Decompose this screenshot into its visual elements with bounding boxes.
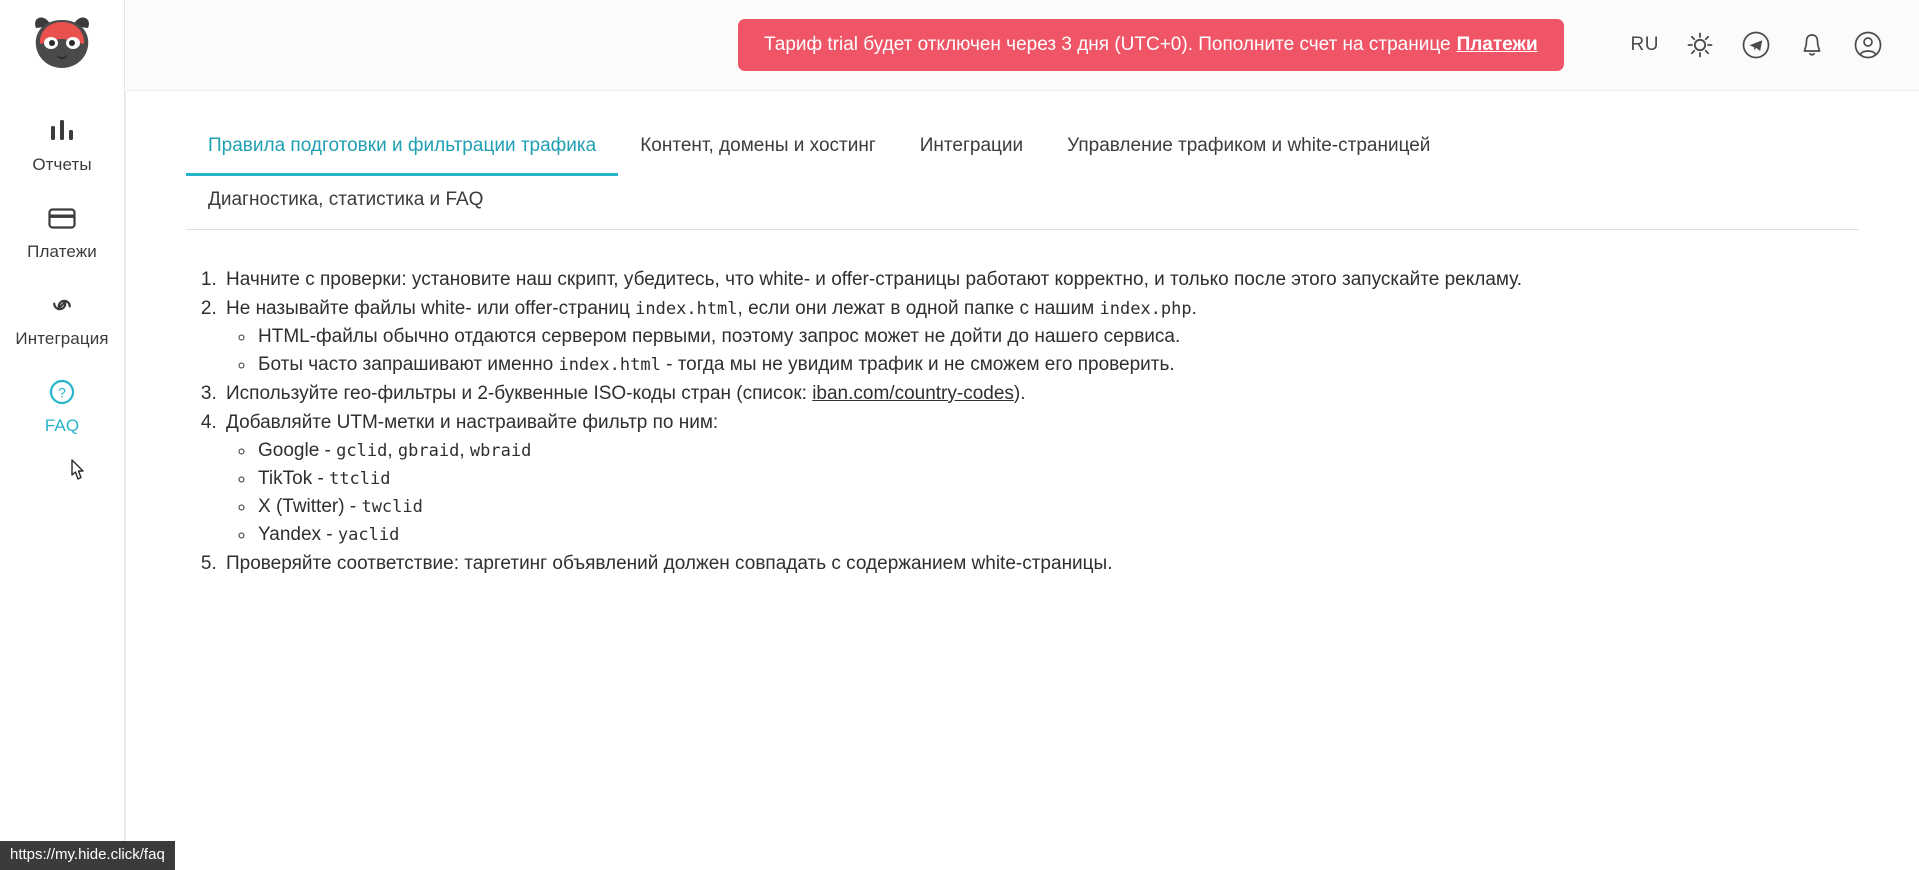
tab-diagnostics-stats-faq[interactable]: Диагностика, статистика и FAQ	[208, 189, 484, 210]
list-item	[256, 521, 1859, 549]
sub-list	[226, 323, 1859, 379]
step-text: Добавляйте UTM-метки и настраивайте фильтр по ним:	[226, 412, 719, 433]
trial-alert-banner	[738, 19, 1564, 71]
link-icon	[45, 288, 79, 322]
status-bar-url: https://my.hide.click/faq	[0, 841, 175, 870]
sidebar-item-label: FAQ	[44, 416, 80, 435]
code-yaclid: yaclid	[337, 525, 400, 545]
tabs-container	[126, 91, 1919, 230]
content-card	[125, 90, 1919, 870]
step-text: Не называйте файлы white- или offer-страниц	[226, 298, 636, 319]
tab-content-domains-hosting[interactable]: Контент, домены и хостинг	[640, 135, 876, 156]
sub-text: - тогда мы не увидим трафик и не сможем его проверить.	[660, 354, 1175, 375]
sub-text: HTML-файлы обычно отдаются сервером первыми, поэтому запрос может не дойти до нашего сервиса.	[258, 326, 1181, 347]
list-item	[222, 295, 1859, 379]
list-item	[256, 493, 1859, 521]
code-index-php: index.php	[1099, 299, 1192, 319]
trial-alert-payments-link[interactable]: Платежи	[1456, 34, 1538, 55]
sidebar-item-label: Платежи	[27, 242, 97, 261]
theme-sun-icon[interactable]	[1685, 30, 1715, 60]
sub-text: X (Twitter) -	[258, 496, 362, 517]
tab-rules[interactable]: Правила подготовки и фильтрации трафика	[186, 121, 618, 176]
sidebar	[0, 0, 125, 870]
question-circle-icon	[45, 375, 79, 409]
code-gclid: gclid	[336, 441, 388, 461]
sub-text: Yandex -	[258, 524, 338, 545]
raccoon-logo[interactable]	[26, 12, 98, 74]
list-item	[256, 465, 1859, 493]
list-item	[222, 550, 1859, 578]
sidebar-item-label: Интеграция	[15, 329, 109, 348]
language-switcher[interactable]: RU	[1630, 34, 1659, 55]
sub-text: ,	[387, 440, 398, 461]
bar-chart-icon	[45, 114, 79, 148]
sidebar-item-reports[interactable]	[0, 100, 124, 187]
faq-step-list	[196, 266, 1859, 578]
telegram-icon[interactable]	[1741, 30, 1771, 60]
code-index-html: index.html	[635, 299, 738, 319]
tab-bar-second-row	[186, 175, 1859, 229]
tab-integrations[interactable]: Интеграции	[919, 135, 1024, 156]
sub-text: ,	[459, 440, 470, 461]
code-twclid: twclid	[361, 497, 423, 517]
step-text: Проверяйте соответствие: таргетинг объявлений должен совпадать с содержанием white-страницы.	[226, 553, 1113, 574]
main-area	[125, 0, 1919, 870]
card-icon	[45, 201, 79, 235]
tab-bar	[186, 121, 1859, 230]
code-ttclid: ttclid	[329, 469, 391, 489]
sidebar-item-integration[interactable]	[0, 274, 124, 361]
step-text: Начните с проверки: установите наш скрипт, убедитесь, что white- и offer-страницы работают корректно, и только после этого запускайте рекламу.	[226, 269, 1523, 290]
top-bar	[125, 0, 1919, 90]
tab-traffic-management[interactable]: Управление трафиком и white-страницей	[1067, 135, 1431, 156]
sub-text: Боты часто запрашивают именно	[258, 354, 559, 375]
svg-text:?: ?	[58, 384, 66, 401]
step-text: , если они лежат в одной папке с нашим	[737, 298, 1100, 319]
sub-text: TikTok -	[258, 468, 330, 489]
account-avatar-icon[interactable]	[1853, 30, 1883, 60]
sub-list	[226, 437, 1859, 549]
code-gbraid: gbraid	[397, 441, 460, 461]
notifications-bell-icon[interactable]	[1797, 30, 1827, 60]
list-item	[256, 351, 1859, 379]
list-item	[256, 437, 1859, 465]
list-item	[256, 323, 1859, 351]
sidebar-item-faq[interactable]	[0, 361, 124, 448]
faq-article	[126, 230, 1919, 578]
list-item	[222, 266, 1859, 294]
sidebar-item-label: Отчеты	[32, 155, 92, 174]
code-index-html: index.html	[558, 355, 661, 375]
sub-text: Google -	[258, 440, 337, 461]
code-wbraid: wbraid	[469, 441, 532, 461]
country-codes-link[interactable]: iban.com/country-codes	[812, 383, 1014, 404]
trial-alert-text: Тариф trial будет отключен через 3 дня (UTC+0). Пополните счет на странице	[764, 34, 1451, 55]
list-item	[222, 380, 1859, 408]
list-item	[222, 409, 1859, 549]
sidebar-item-payments[interactable]	[0, 187, 124, 274]
step-text: ).	[1013, 383, 1026, 404]
step-text: Используйте гео-фильтры и 2-буквенные ISO-коды стран (список:	[226, 383, 813, 404]
step-text: .	[1191, 298, 1197, 319]
